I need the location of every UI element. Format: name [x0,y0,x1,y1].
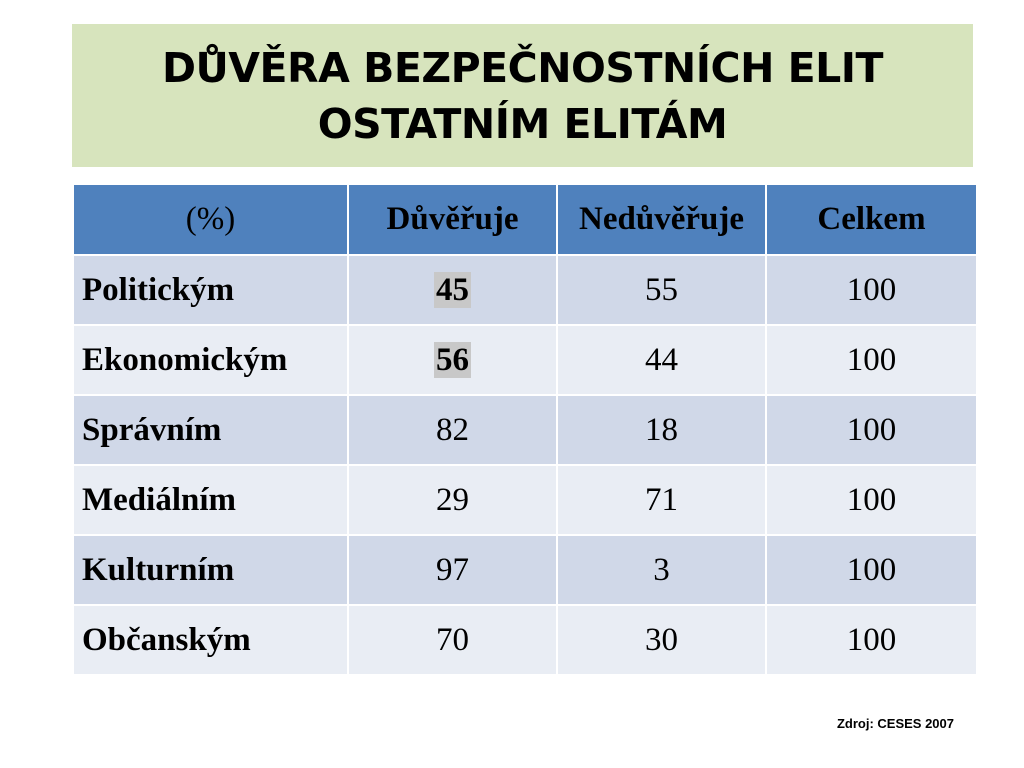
highlighted-value: 45 [436,271,469,308]
cell-neduveruje: 55 [557,255,766,325]
cell-celkem: 100 [766,605,977,675]
table-row [73,325,977,395]
table-row [73,395,977,465]
table-row [73,465,977,535]
cell-neduveruje: 18 [557,395,766,465]
cell-duveruje [348,255,557,325]
cell-celkem: 100 [766,325,977,395]
title-banner [72,24,973,167]
cell-duveruje: 97 [348,535,557,605]
cell-celkem: 100 [766,535,977,605]
slide-title [162,40,883,152]
cell-neduveruje: 44 [557,325,766,395]
slide-title-line-1: DŮVĚRA BEZPEČNOSTNÍCH ELIT [161,43,884,92]
trust-table [72,183,978,676]
slide-title-line-2: OSTATNÍM ELITÁM [317,99,728,148]
cell-neduveruje: 3 [557,535,766,605]
row-label: Občanským [73,605,348,675]
row-label: Politickým [73,255,348,325]
cell-neduveruje: 30 [557,605,766,675]
table-header-row [73,184,977,255]
row-label: Ekonomickým [73,325,348,395]
cell-neduveruje: 71 [557,465,766,535]
cell-duveruje: 70 [348,605,557,675]
highlighted-value: 56 [436,341,469,378]
header-percent: (%) [73,184,348,255]
source-note: Zdroj: CESES 2007 [836,716,954,731]
row-label: Správním [73,395,348,465]
cell-celkem: 100 [766,255,977,325]
row-label: Kulturním [73,535,348,605]
header-neduveruje: Nedůvěřuje [557,184,766,255]
cell-duveruje [348,325,557,395]
table-row [73,535,977,605]
table-row [73,255,977,325]
header-duveruje: Důvěřuje [348,184,557,255]
cell-celkem: 100 [766,395,977,465]
row-label: Mediálním [73,465,348,535]
cell-celkem: 100 [766,465,977,535]
cell-duveruje: 29 [348,465,557,535]
table-row [73,605,977,675]
cell-duveruje: 82 [348,395,557,465]
header-celkem: Celkem [766,184,977,255]
